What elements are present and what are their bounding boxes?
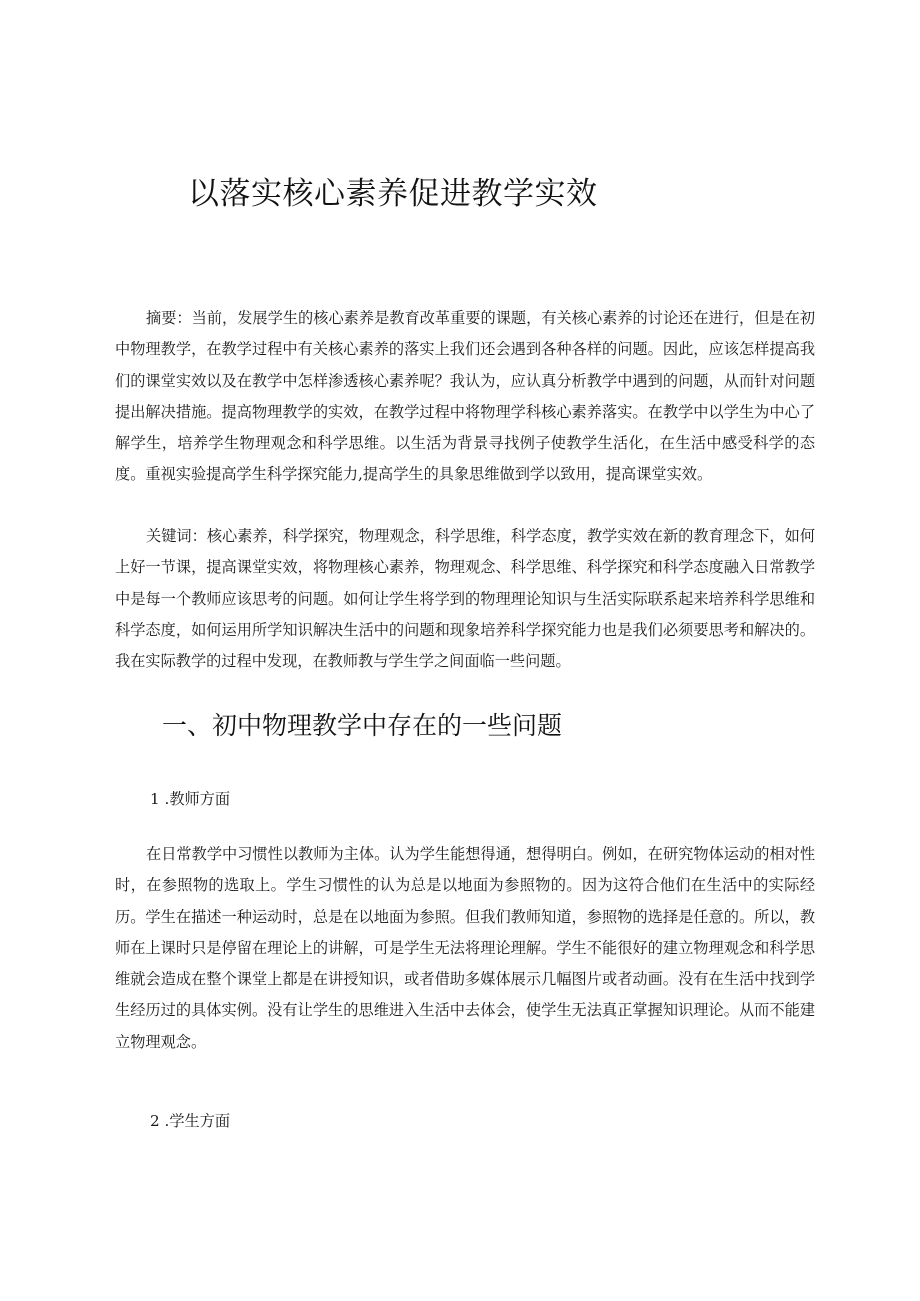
teacher-section-paragraph: 在日常教学中习惯性以教师为主体。认为学生能想得通，想得明白。例如，在研究物体运动的相对性时，在参照物的选取上。学生习惯性的认为总是以地面为参照物的。因为这符合他们在生活中的实际经历。学生在描述一种运动时，总是在以地面为参照。但我们教师知道，参照物的选择是任意的。所以，教师在上课时只是停留在理论上的讲解，可是学生无法将理论理解。学生不能很好的建立物理观念和科学思维就会造成在整个课堂上都是在讲授知识，或者借助多媒体展示几幅图片或者动画。没有在生活中找到学生经历过的具体实例。没有让学生的思维进入生活中去体会，使学生无法真正掌握知识理论。从而不能建立物理观念。: [115, 845, 815, 1051]
subsection-heading-teacher: 1 .教师方面: [150, 790, 231, 808]
abstract-paragraph: 摘要：当前，发展学生的核心素养是教育改革重要的课题，有关核心素养的讨论还在进行，但是在初中物理教学，在教学过程中有关核心素养的落实上我们还会遇到各种各样的问题。因此，应该怎样提高我们的课堂实效以及在教学中怎样渗透核心素养呢？我认为，应认真分析教学中遇到的问题，从而针对问题提出解决措施。提高物理教学的实效，在教学过程中将物理学科核心素养落实。在教学中以学生为中心了解学生，培养学生物理观念和科学思维。以生活为背景寻找例子使教学生活化，在生活中感受科学的态度。重视实验提高学生科学探究能力,提高学生的具象思维做到学以致用，提高课堂实效。: [115, 309, 815, 484]
keywords-paragraph: 关键词：核心素养，科学探究，物理观念，科学思维，科学态度，教学实效在新的教育理念下，如何上好一节课，提高课堂实效，将物理核心素养，物理观念、科学思维、科学探究和科学态度融入日常教学中是每一个教师应该思考的问题。如何让学生将学到的物理理论知识与生活实际联系起来培养科学思维和科学态度，如何运用所学知识解决生活中的问题和现象培养科学探究能力也是我们必须要思考和解决的。我在实际教学的过程中发现，在教师教与学生学之间面临一些问题。: [115, 527, 815, 671]
section-heading-1: 一、初中物理教学中存在的一些问题: [162, 711, 563, 740]
subsection-heading-student: 2 .学生方面: [150, 1112, 231, 1130]
document-title: 以落实核心素养促进教学实效: [188, 176, 598, 212]
